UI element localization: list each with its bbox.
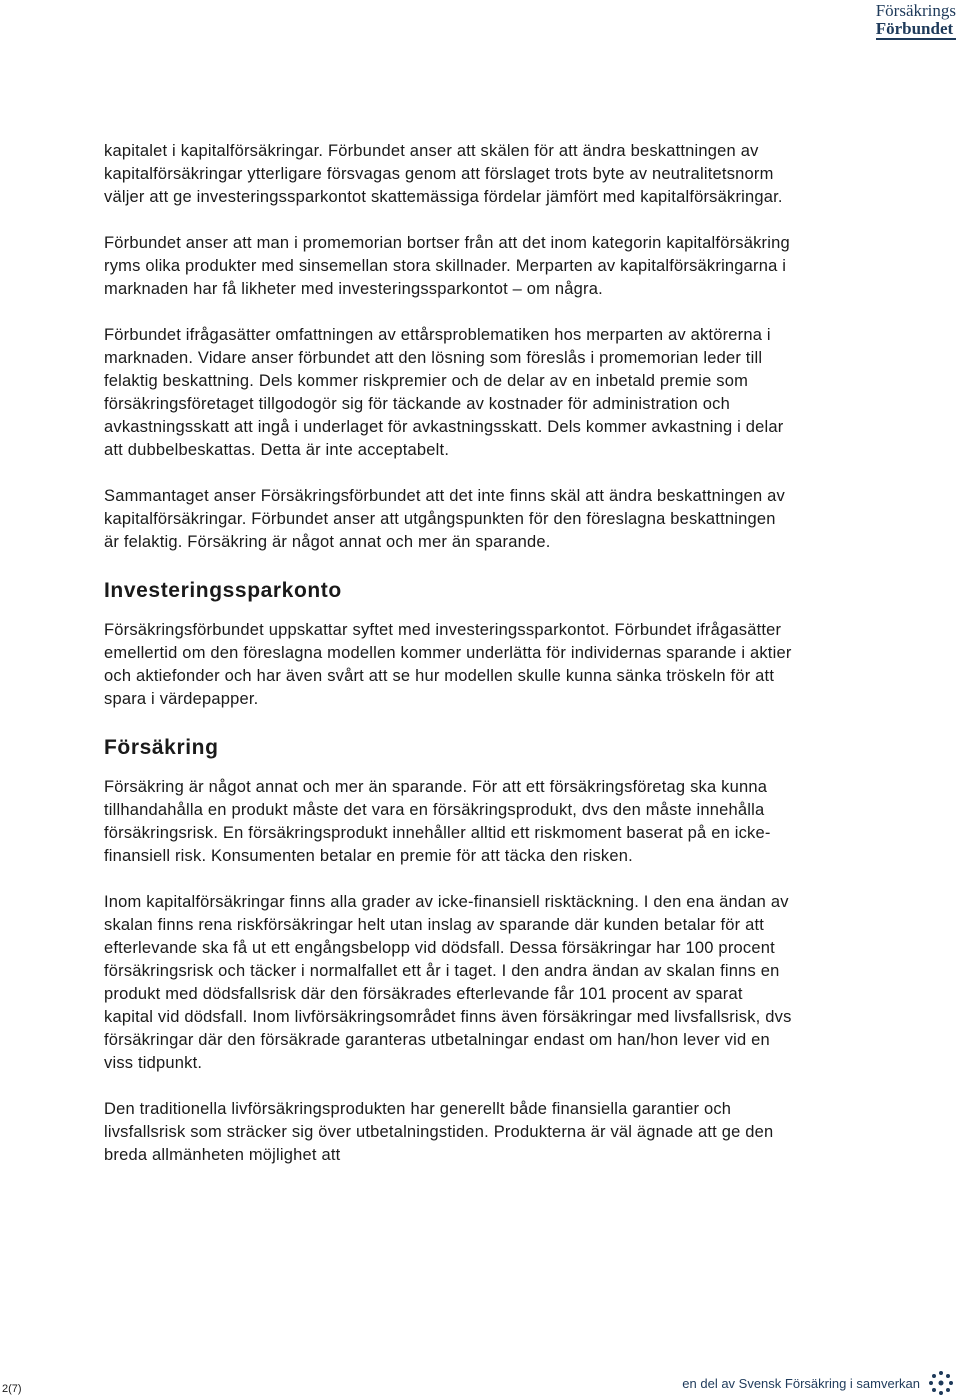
paragraph: Försäkring är något annat och mer än sparande. För att ett försäkringsföretag ska kunna tillhandahålla en produkt måste det vara en försäkringsprodukt, dvs den måste innehålla försäkringsrisk. En försäkringsprodukt innehåller alltid ett riskmoment baserat på en icke-finansiell risk. Konsumenten betalar en premie för att täcka den risken. xyxy=(104,778,771,865)
section-heading: Försäkring xyxy=(104,736,219,759)
paragraph: Den traditionella livförsäkringsprodukten har generellt både finansiella garantier och livsfallsrisk som sträcker sig över utbetalningstiden. Produkterna är väl ägnade att ge den breda allmänheten möjlighet att xyxy=(104,1100,774,1164)
paragraph: kapitalet i kapitalförsäkringar. Förbundet anser att skälen för att ändra beskattningen av kapitalförsäkringar ytterligare försvagas genom att förslaget trots byte av neutralitetsnorm väljer att ge investeringssparkontot skattemässiga fördelar jämfört med kapitalförsäkringar. xyxy=(104,142,783,206)
forsakringsforbundet-logo xyxy=(876,2,956,40)
paragraph: Förbundet anser att man i promemorian bortser från att det inom kategorin kapitalförsäkring ryms olika produkter med sinsemellan stora skillnader. Merparten av kapitalförsäkringarna i marknaden har få likheter med investeringssparkontot – om några. xyxy=(104,234,790,298)
logo-line2: Förbundet xyxy=(876,20,956,40)
svensk-forsakring-mark-icon xyxy=(928,1370,954,1396)
paragraph: Försäkringsförbundet uppskattar syftet med investeringssparkontot. Förbundet ifrågasätter emellertid om den föreslagna modellen kommer underlätta för individernas sparande i aktier och aktiefonder och har även svårt att se hur modellen skulle kunna sänka tröskeln för att spara i värdepapper. xyxy=(104,621,792,708)
page-number: 2(7) xyxy=(2,1383,22,1395)
paragraph: Sammantaget anser Försäkringsförbundet att det inte finns skäl att ändra beskattningen av kapitalförsäkringar. Förbundet anser att utgångspunkten för den föreslagna beskattningen är felaktig. Försäkring är något annat och mer än sparande. xyxy=(104,487,785,551)
logo-line1: Försäkrings xyxy=(875,1,956,20)
section-heading: Investeringssparkonto xyxy=(104,579,342,602)
footer-tagline: en del av Svensk Försäkring i samverkan xyxy=(682,1376,920,1391)
paragraph: Förbundet ifrågasätter omfattningen av ettårsproblematiken hos merparten av aktörerna i marknaden. Vidare anser förbundet att den lösning som föreslås i promemorian leder till felaktig beskattning. Dels kommer riskpremier och de delar av en inbetald premie som försäkringsföretaget tillgodogör sig för täckande av kostnader för administration och avkastningsskatt att ingå i underlaget för avkastningsskatt. Dels kommer avkastning i delar att dubbelbeskattas. Detta är inte acceptabelt. xyxy=(104,326,784,459)
document-body xyxy=(104,140,794,1190)
paragraph: Inom kapitalförsäkringar finns alla grader av icke-finansiell risktäckning. I den ena ändan av skalan finns rena riskförsäkringar helt utan inslag av sparande där kunden betalar för att efterlevande ska få ut ett engångsbelopp vid dödsfall. Dessa försäkringar har 100 procent försäkringsrisk och täcker i normalfallet ett år i taget. I den andra ändan av skalan finns en produkt med dödsfallsrisk där den försäkrades efterlevande får 101 procent av sparat kapital vid dödsfall. Inom livförsäkringsområdet finns även försäkringar med livsfallsrisk, dvs försäkringar där den försäkrade garanteras utbetalningar endast om han/hon lever vid en viss tidpunkt. xyxy=(104,893,792,1072)
